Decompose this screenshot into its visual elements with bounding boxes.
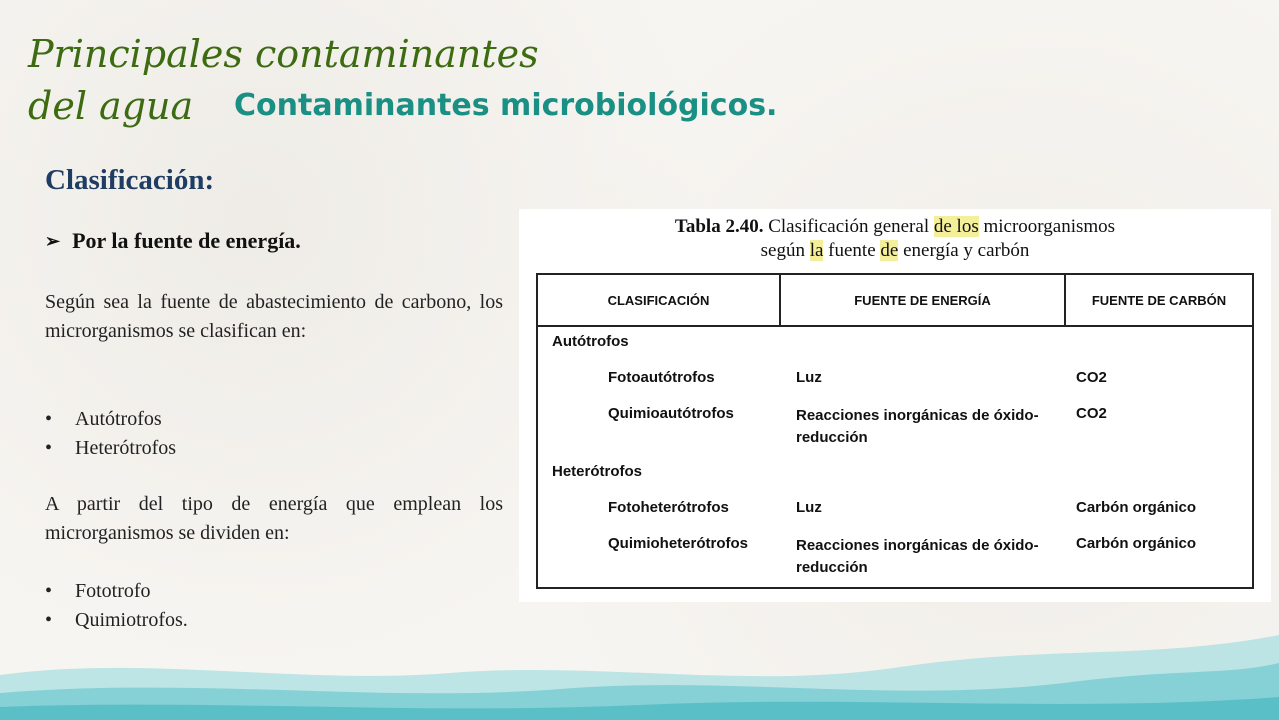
subheading-text: Por la fuente de energía. <box>72 228 301 253</box>
list-item: • Heterótrofos <box>45 434 176 463</box>
paragraph-energy-type: A partir del tipo de energía que emplean los microrganismos se dividen en: <box>45 493 503 544</box>
list-item: • Autótrofos <box>45 405 176 434</box>
table-cell: Reacciones inorgánicas de óxido- reducción <box>796 407 1039 446</box>
arrow-bullet-icon: ➢ <box>45 230 61 251</box>
table-cell: CO2 <box>1076 369 1107 386</box>
paragraph-carbon-source: Según sea la fuente de abastecimiento de carbono, los microrganismos se clasifican en: <box>45 291 503 342</box>
table-cell: Luz <box>796 369 822 386</box>
table-cell: CO2 <box>1076 405 1107 422</box>
list-item: • Fototrofo <box>45 577 188 606</box>
table-cell: Carbón orgánico <box>1076 535 1197 552</box>
table-cell: Quimioautótrofos <box>608 405 734 422</box>
table-group-label: Heterótrofos <box>552 463 643 480</box>
brand-line-1: Principales contaminantes <box>28 32 539 76</box>
table-header-cell: FUENTE DE CARBÓN <box>1091 292 1227 308</box>
table-cell: Fotoheterótrofos <box>608 499 729 516</box>
subheading <box>45 228 301 254</box>
table-cell: Fotoautótrofos <box>608 369 715 386</box>
classification-table <box>536 273 1254 589</box>
table-header-row <box>538 275 1252 327</box>
classification-table-image <box>519 209 1271 602</box>
table-group-label: Autótrofos <box>552 333 629 350</box>
table-caption: Tabla 2.40. Clasificación general de los microorganismos según la fuente de energía y carbón <box>674 216 1116 261</box>
section-title: Clasificación: <box>45 164 215 196</box>
slide-heading: Contaminantes microbiológicos. <box>234 88 778 123</box>
bullet-list-carbon <box>45 405 176 463</box>
bullet-icon: • <box>45 609 53 631</box>
table-cell: Carbón orgánico <box>1076 499 1197 516</box>
table-header-cell: FUENTE DE ENERGÍA <box>781 275 1066 325</box>
watercolor-wave-decoration <box>0 615 1279 720</box>
list-item: • Quimiotrofos. <box>45 606 188 635</box>
table-cell: Reacciones inorgánicas de óxido- reducción <box>796 537 1039 576</box>
bullet-icon: • <box>45 437 53 459</box>
table-header-cell: CLASIFICACIÓN <box>538 275 781 325</box>
table-cell: Luz <box>796 499 822 516</box>
bullet-icon: • <box>45 580 53 602</box>
brand-line-2: del agua <box>28 84 194 128</box>
bullet-icon: • <box>45 408 53 430</box>
table-cell: Quimioheterótrofos <box>608 535 749 552</box>
